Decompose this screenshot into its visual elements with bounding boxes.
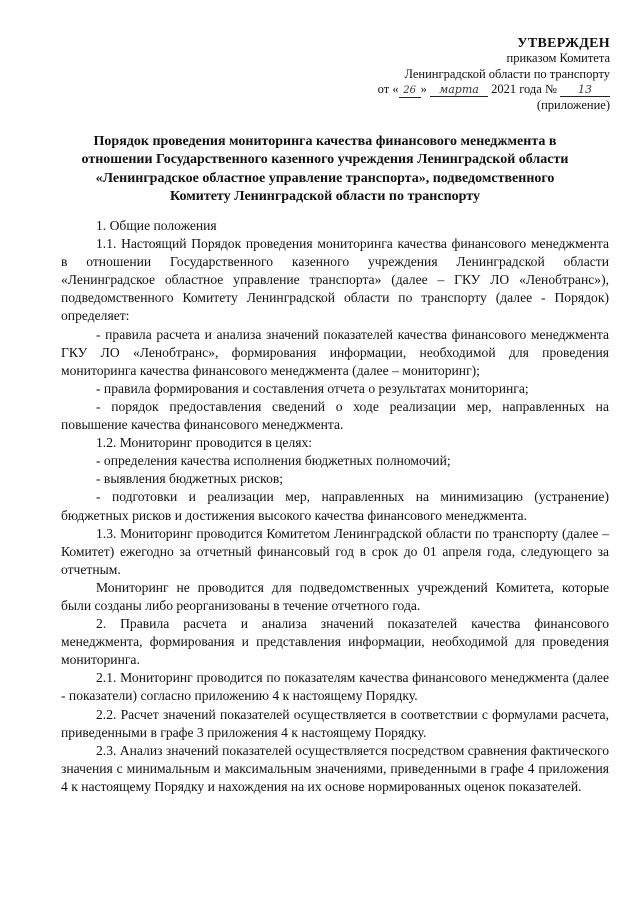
paragraph-1-2: 1.2. Мониторинг проводится в целях: xyxy=(96,435,313,451)
title-line: Порядок проведения мониторинга качества финансового менеджмента в xyxy=(93,134,557,149)
approval-day-close: » xyxy=(420,82,427,97)
approval-year-text: 2021 года № xyxy=(491,82,557,97)
paragraph-1-1: 1.1. Настоящий Порядок проведения мониторинга качества финансового менеджмента в отношении Государственного казенного учреждения Ленинградской области «Ленинградское областное управление транспорта» (далее – ГКУ ЛО «Ленобтранс»), подведомственного Комитету Ленинградской области по транспорту (далее - Порядок) определяет: xyxy=(61,236,609,324)
list-item: - правила расчета и анализа значений показателей качества финансового менеджмента ГКУ ЛО «Ленобтранс», формирования информации, необходимой для проведения мониторинга качества финансового менеджмента (далее – мониторинг); xyxy=(61,326,609,378)
approval-from-prefix: от « xyxy=(377,82,399,97)
paragraph-2-1: 2.1. Мониторинг проводится по показателям качества финансового менеджмента (далее - показатели) согласно приложению 4 к настоящему Порядку. xyxy=(61,670,609,704)
handwritten-month: марта xyxy=(430,83,488,97)
document-body xyxy=(61,217,609,796)
list-item: - определения качества исполнения бюджетных полномочий; xyxy=(96,453,451,469)
approval-line-committee: Ленинградской области по транспорту xyxy=(404,66,610,81)
approval-date-line xyxy=(378,82,610,98)
list-item: - подготовки и реализации мер, направленных на минимизацию (устранение) бюджетных рисков и достижения высокого качества финансового менеджмента. xyxy=(61,489,609,523)
list-item: - правила формирования и составления отчета о результатах мониторинга; xyxy=(96,380,529,396)
approval-stamp-block xyxy=(378,36,610,114)
section-heading-rules: 2. Правила расчета и анализа значений показателей качества финансового менеджмента, формирования и представления информации, необходимой для проведения мониторинга. xyxy=(61,616,609,668)
list-item: - порядок предоставления сведений о ходе реализации мер, направленных на повышение качества финансового менеджмента. xyxy=(61,398,609,433)
title-line: «Ленинградское областное управление транспорта», подведомственного xyxy=(95,170,555,186)
title-line: Комитету Ленинградской области по транспорту xyxy=(170,189,480,205)
document-title xyxy=(40,133,610,207)
paragraph-2-2: 2.2. Расчет значений показателей осуществляется в соответствии с формулами расчета, приведенными в графе 3 приложения 4 к настоящему Порядку. xyxy=(61,706,609,740)
section-heading-general: 1. Общие положения xyxy=(96,218,217,233)
list-item: - выявления бюджетных рисков; xyxy=(96,471,284,487)
paragraph-1-3: 1.3. Мониторинг проводится Комитетом Ленинградской области по транспорту (далее – Комитет) ежегодно за отчетный финансовый год в срок до 01 апреля года, следующего за отчетным. xyxy=(61,525,609,577)
approval-line-order: приказом Комитета xyxy=(506,51,610,66)
paragraph-exception: Мониторинг не проводится для подведомственных учреждений Комитета, которые были созданы либо реорганизованы в течение отчетного года. xyxy=(61,579,609,613)
handwritten-day: 26 xyxy=(399,84,421,98)
title-line: отношении Государственного казенного учреждения Ленинградской области xyxy=(81,152,569,168)
approval-appendix-note: (приложение) xyxy=(536,98,610,113)
approval-heading: УТВЕРЖДЕН xyxy=(517,36,610,51)
paragraph-2-3: 2.3. Анализ значений показателей осуществляется посредством сравнения фактического значения с минимальным и максимальным значениями, приведенными в графе 4 приложения 4 к настоящему Порядку и нахождения на их основе нормированных оценок показателей. xyxy=(61,742,609,794)
handwritten-order-number: 13 xyxy=(560,83,610,97)
